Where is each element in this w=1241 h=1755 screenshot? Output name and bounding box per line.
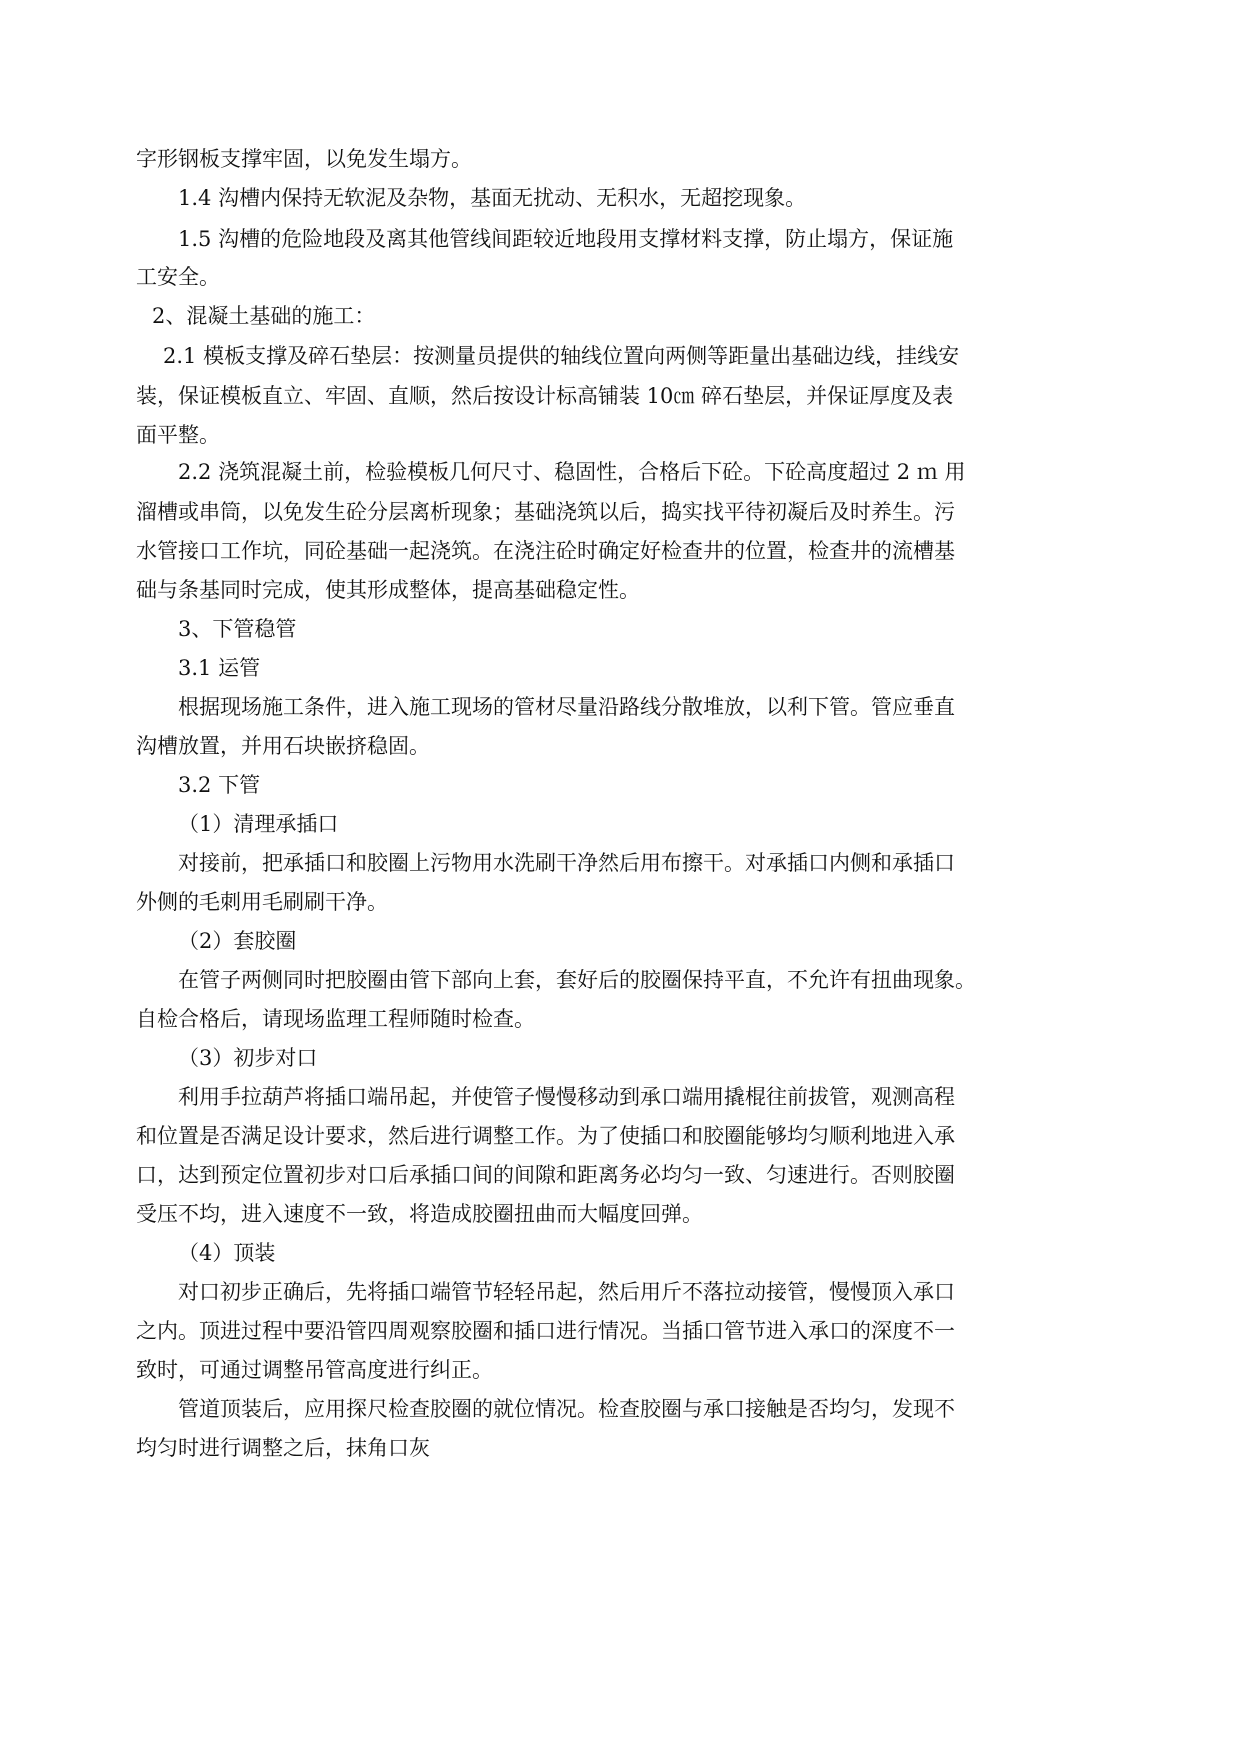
text-line: 口，达到预定位置初步对口后承插口间的间隙和距离务必均匀一致、匀速进行。否则胶圈	[136, 1163, 955, 1187]
item-heading: （1）清理承插口	[178, 812, 339, 836]
text-line: 2.1 模板支撑及碎石垫层：按测量员提供的轴线位置向两侧等距量出基础边线，挂线安	[163, 344, 960, 368]
item-heading: （4）顶装	[178, 1241, 276, 1265]
text-line: 受压不均，进入速度不一致，将造成胶圈扭曲而大幅度回弹。	[136, 1202, 703, 1226]
text-line: 致时，可通过调整吊管高度进行纠正。	[136, 1358, 493, 1382]
text-line: 对口初步正确后，先将插口端管节轻轻吊起，然后用斤不落拉动接管，慢慢顶入承口	[178, 1280, 955, 1304]
text-line: 2.2 浇筑混凝土前，检验模板几何尺寸、稳固性，合格后下砼。下砼高度超过 2 ｍ 用	[178, 460, 966, 484]
text-line: 础与条基同时完成，使其形成整体，提高基础稳定性。	[136, 578, 640, 602]
subsection-heading: 3.1 运管	[178, 656, 261, 680]
text-line: 均匀时进行调整之后，抹角口灰	[136, 1436, 430, 1460]
text-line: 对接前，把承插口和胶圈上污物用水洗刷干净然后用布擦干。对承插口内侧和承插口	[178, 851, 955, 875]
text-line: 沟槽放置，并用石块嵌挤稳固。	[136, 734, 430, 758]
text-line: 1.4 沟槽内保持无软泥及杂物，基面无扰动、无积水，无超挖现象。	[178, 186, 807, 210]
text-line: 外侧的毛刺用毛刷刷干净。	[136, 890, 388, 914]
text-line: 装，保证模板直立、牢固、直顺，然后按设计标高铺装 10㎝ 碎石垫层，并保证厚度及表	[136, 384, 954, 408]
text-line: 水管接口工作坑，同砼基础一起浇筑。在浇注砼时确定好检查井的位置，检查井的流槽基	[136, 539, 955, 563]
item-heading: （2）套胶圈	[178, 929, 297, 953]
subsection-heading: 3.2 下管	[178, 773, 261, 797]
section-heading: 3、下管稳管	[178, 617, 297, 641]
text-line: 之内。顶进过程中要沿管四周观察胶圈和插口进行情况。当插口管节进入承口的深度不一	[136, 1319, 955, 1343]
text-line: 管道顶装后，应用探尺检查胶圈的就位情况。检查胶圈与承口接触是否均匀，发现不	[178, 1397, 955, 1421]
text-line: 字形钢板支撑牢固，以免发生塌方。	[136, 147, 472, 171]
text-line: 自检合格后，请现场监理工程师随时检查。	[136, 1007, 535, 1031]
text-line: 利用手拉葫芦将插口端吊起，并使管子慢慢移动到承口端用撬棍往前拔管，观测高程	[178, 1085, 955, 1109]
section-heading: 2、混凝土基础的施工：	[152, 304, 376, 328]
text-line: 和位置是否满足设计要求，然后进行调整工作。为了使插口和胶圈能够均匀顺利地进入承	[136, 1124, 955, 1148]
text-line: 在管子两侧同时把胶圈由管下部向上套，套好后的胶圈保持平直，不允许有扭曲现象。	[178, 968, 976, 992]
text-line: 工安全。	[136, 265, 220, 289]
item-heading: （3）初步对口	[178, 1046, 318, 1070]
text-line: 溜槽或串筒，以免发生砼分层离析现象；基础浇筑以后，捣实找平待初凝后及时养生。污	[136, 500, 955, 524]
text-line: 根据现场施工条件，进入施工现场的管材尽量沿路线分散堆放，以利下管。管应垂直	[178, 695, 955, 719]
text-line: 1.5 沟槽的危险地段及离其他管线间距较近地段用支撑材料支撑，防止塌方，保证施	[178, 227, 954, 251]
text-line: 面平整。	[136, 423, 220, 447]
